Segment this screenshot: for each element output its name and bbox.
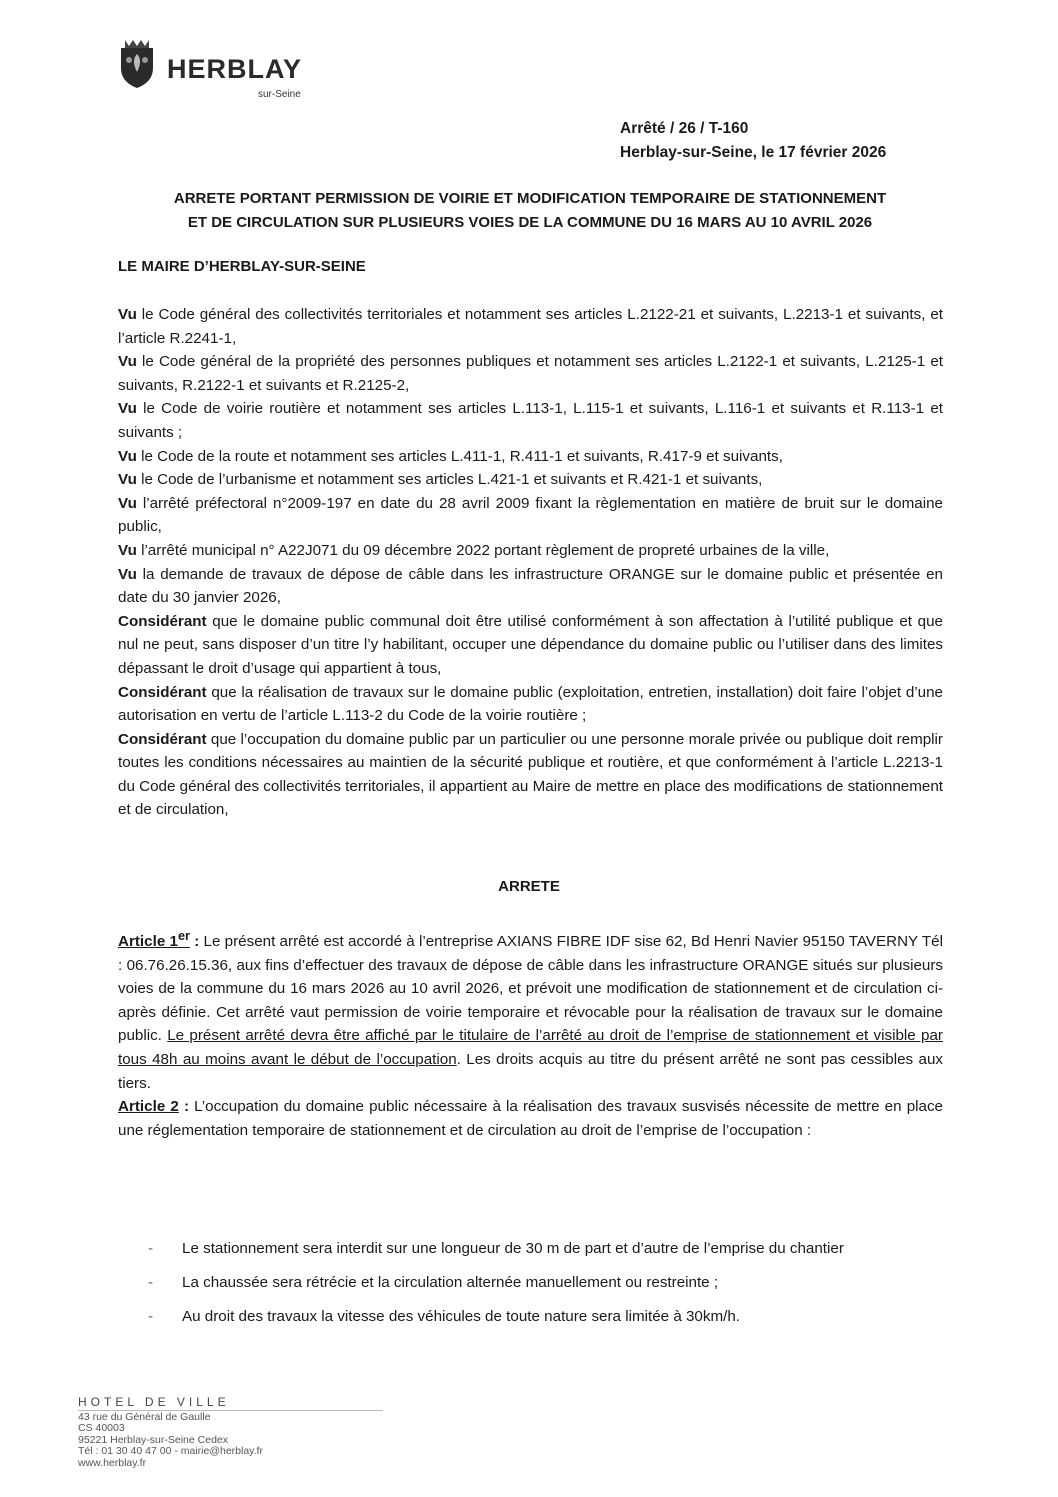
- bullet-dash-icon: -: [148, 1240, 154, 1257]
- article-1-label-text: Article 1: [118, 933, 178, 951]
- consideration-item: [118, 681, 943, 728]
- footer-line: Tél : 01 30 40 47 00 - mairie@herblay.fr: [78, 1445, 263, 1457]
- article-2: [118, 1095, 943, 1142]
- article-1-label-sup: er: [177, 929, 190, 943]
- list-item: [148, 1232, 943, 1266]
- list-item-text: Au droit des travaux la vitesse des véhicules de toute nature sera limitée à 30km/h.: [182, 1308, 741, 1325]
- logo-brand-sub: sur-Seine: [258, 89, 301, 100]
- consideration-item: [118, 539, 943, 563]
- footer-lines: [78, 1412, 398, 1470]
- consideration-text: la demande de travaux de dépose de câble dans les infrastructure ORANGE sur le domaine public et présentée en date du 30 janvier 2026,: [118, 565, 943, 607]
- decree-reference: [620, 117, 940, 165]
- decree-number: Arrêté / 26 / T-160: [620, 120, 749, 137]
- consideration-text: le Code de la route et notamment ses articles L.411-1, R.411-1 et suivants, R.417-9 et suivants,: [136, 447, 783, 465]
- consideration-lead: Vu: [118, 306, 137, 323]
- consideration-text: que l’occupation du domaine public par un particulier ou une personne morale privée ou publique doit remplir toutes les conditions nécessaires au maintien de la sécurité publique et routière, et que conformément à l’article L.2213-1 du Code général des collectivités territoriales, il appartient au Maire de mettre en place des modifications de stationnement et de circulation,: [118, 730, 943, 819]
- footer-hotel: HOTEL DE VILLE: [78, 1395, 230, 1409]
- herblay-logo: [115, 36, 355, 106]
- footer-line: www.herblay.fr: [78, 1456, 147, 1469]
- consideration-lead: Vu: [118, 400, 137, 418]
- list-item: [148, 1266, 943, 1300]
- article-1-text-b: . Les droits acquis au titre du présent arrêté ne sont pas cessibles aux tiers.: [118, 1051, 943, 1092]
- consideration-text: le Code général des collectivités territoriales et notamment ses articles L.2122-21 et suivants, L.2213-1 et suivants, et l’article R.2241-1,: [118, 306, 943, 347]
- decree-title: [110, 187, 950, 235]
- list-item-text: Le stationnement sera interdit sur une longueur de 30 m de part et d’autre de l’emprise du chantier: [182, 1240, 844, 1257]
- coat-of-arms-icon: [115, 36, 159, 92]
- consideration-item: [118, 492, 943, 539]
- articles-block: [118, 925, 943, 1142]
- consideration-lead: Vu: [118, 353, 137, 371]
- title-line-2: ET DE CIRCULATION SUR PLUSIEURS VOIES DE LA COMMUNE DU 16 MARS AU 10 AVRIL 2026: [187, 214, 873, 231]
- article-2-label: Article 2: [118, 1098, 179, 1116]
- consideration-item: [118, 468, 943, 492]
- mayor-heading: LE MAIRE D’HERBLAY-SUR-SEINE: [118, 258, 366, 275]
- footer-divider: [78, 1410, 383, 1411]
- consideration-text: le Code de voirie routière et notamment ses articles L.113-1, L.115-1 et suivants, L.116-1 et suivants et R.113-1 et suivants ;: [118, 400, 943, 441]
- article-2-colon: :: [178, 1098, 190, 1116]
- bullet-dash-icon: -: [148, 1308, 154, 1325]
- consideration-item: [118, 563, 943, 610]
- consideration-lead: Vu: [118, 565, 137, 583]
- bullet-dash-icon: -: [148, 1274, 154, 1291]
- consideration-item: [118, 350, 943, 397]
- article-1-colon: :: [189, 933, 200, 951]
- consideration-text: l’arrêté municipal n° A22J071 du 09 décembre 2022 portant règlement de propreté urbaines de la ville,: [136, 541, 830, 559]
- consideration-text: que le domaine public communal doit être utilisé conformément à son affectation à l’utilité publique et que nul ne peut, sans disposer d’un titre l’y habilitant, occuper une dépendance du domaine public ou l’utiliser dans des limites dépassant le droit d’usage qui appartient à tous,: [118, 612, 943, 677]
- consideration-lead: Vu: [118, 447, 137, 465]
- consideration-item: [118, 610, 943, 681]
- article-1-underlined: Le présent arrêté devra être affiché par le titulaire de l’arrêté au droit de l’emprise de stationnement et visible par tous 48h au moins avant le début de l’occupation: [118, 1027, 943, 1069]
- consideration-lead: Vu: [118, 541, 137, 559]
- article-1: [118, 925, 943, 1095]
- footer-line: CS 40003: [78, 1422, 125, 1434]
- logo-brand-name: HERBLAY: [167, 54, 303, 84]
- consideration-lead: Considérant: [118, 730, 207, 748]
- article-1-label: [118, 929, 190, 951]
- consideration-text: le Code de l’urbanisme et notamment ses articles L.421-1 et suivants et R.421-1 et suivants,: [136, 471, 763, 489]
- article-1-text-a: Le présent arrêté est accordé à l’entreprise AXIANS FIBRE IDF sise 62, Bd Henri Navier 95150 TAVERNY Tél : 06.76.26.15.36, aux fins d’effectuer des travaux de dépose de câble dans les infrastructure ORANGE situés sur plusieurs voies de la commune du 16 mars 2026 au 10 avril 2026, et prévoit une modification de stationnement et de circulation ci-après définie. Cet arrêté vaut permission de voirie temporaire et révocable pour la réalisation de travaux sur le domaine public.: [118, 933, 943, 1045]
- consideration-item: [118, 445, 943, 469]
- arrete-heading: ARRETE: [498, 878, 560, 895]
- consideration-item: [118, 728, 943, 822]
- footer-line: 95221 Herblay-sur-Seine Cedex: [78, 1433, 228, 1446]
- footer-address: [78, 1397, 398, 1469]
- consideration-item: [118, 303, 943, 350]
- considerations-block: [118, 303, 943, 822]
- consideration-item: [118, 397, 943, 444]
- consideration-lead: Considérant: [118, 683, 207, 701]
- decree-place-date: Herblay-sur-Seine, le 17 février 2026: [620, 144, 887, 161]
- measures-list: [148, 1232, 943, 1334]
- consideration-text: que la réalisation de travaux sur le domaine public (exploitation, entretien, installation) doit faire l’objet d’une autorisation en vertu de l’article L.113-2 du Code de la voirie routière ;: [118, 683, 943, 725]
- consideration-lead: Vu: [118, 471, 137, 489]
- list-item-text: La chaussée sera rétrécie et la circulation alternée manuellement ou restreinte ;: [182, 1274, 719, 1291]
- title-line-1: ARRETE PORTANT PERMISSION DE VOIRIE ET MODIFICATION TEMPORAIRE DE STATIONNEMENT: [173, 190, 887, 207]
- consideration-lead: Vu: [118, 494, 137, 512]
- footer-line: 43 rue du Général de Gaulle: [78, 1410, 211, 1423]
- list-item: [148, 1300, 943, 1334]
- consideration-text: l’arrêté préfectoral n°2009-197 en date du 28 avril 2009 fixant la règlementation en matière de bruit sur le domaine public,: [118, 494, 943, 536]
- article-2-text: L’occupation du domaine public nécessaire à la réalisation des travaux susvisés nécessite de mettre en place une réglementation temporaire de stationnement et de circulation au droit de l’emprise de l’occupation :: [118, 1098, 943, 1139]
- consideration-lead: Considérant: [118, 612, 207, 630]
- consideration-text: le Code général de la propriété des personnes publiques et notamment ses articles L.2122-1 et suivants, L.2125-1 et suivants, R.2122-1 et suivants et R.2125-2,: [118, 353, 943, 394]
